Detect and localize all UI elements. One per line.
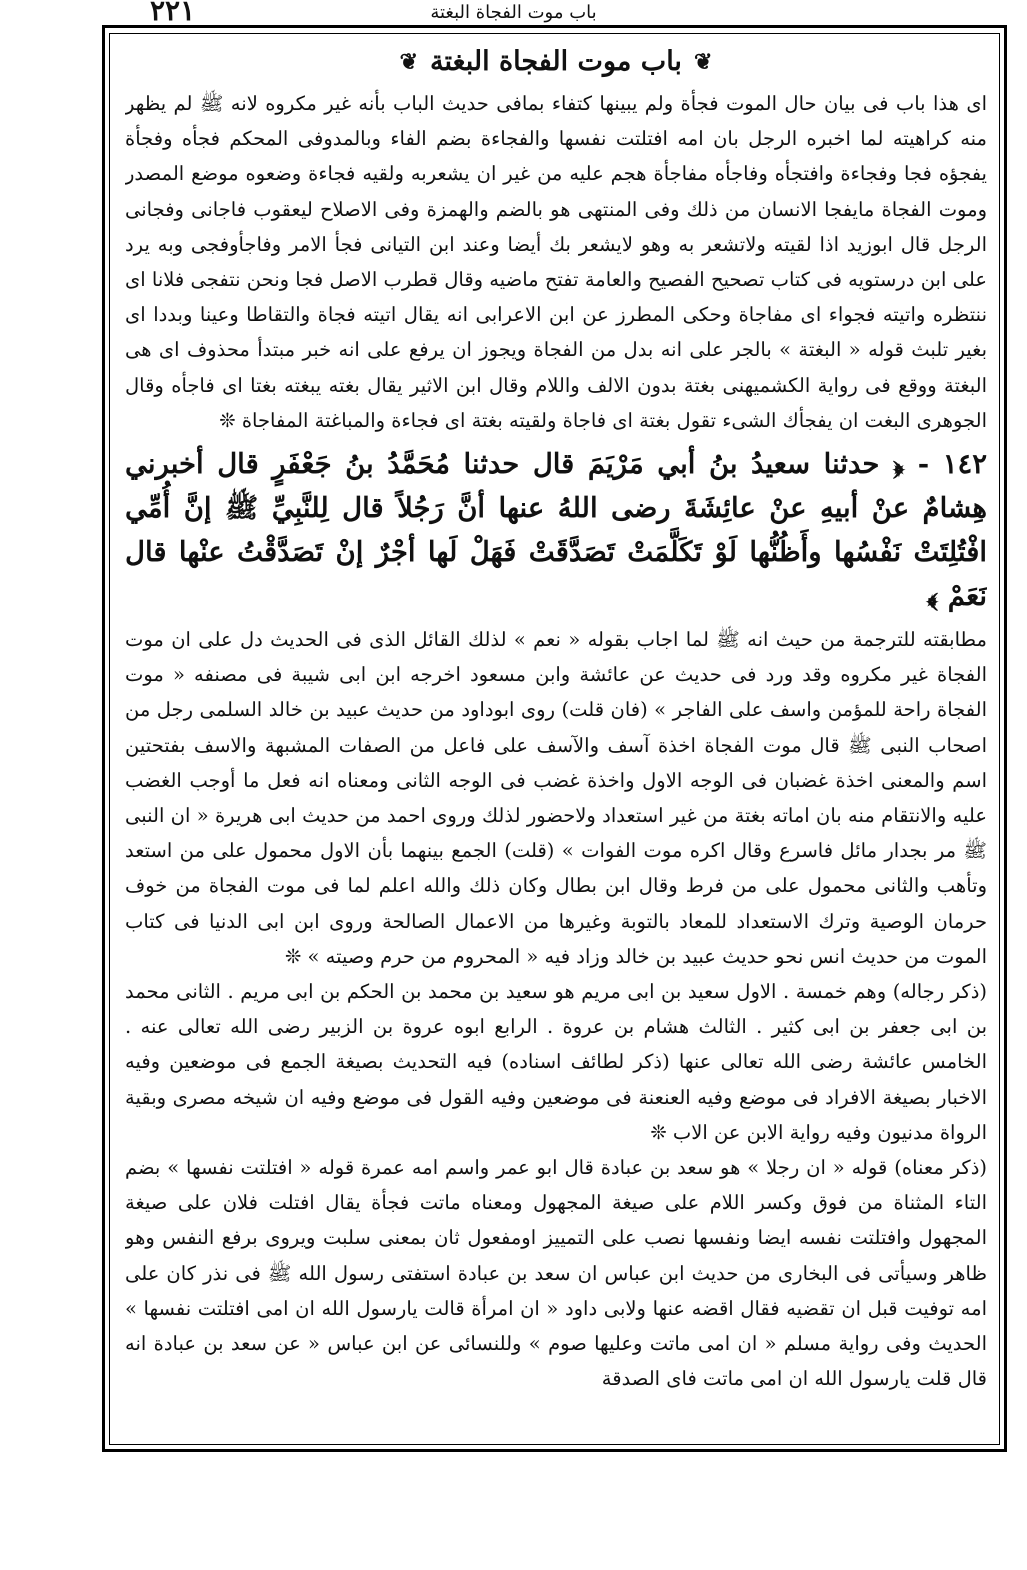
page-content bbox=[125, 38, 987, 1438]
page-number: ٢٢١ bbox=[150, 0, 196, 27]
narrators-paragraph: (ذكر رجاله) وهم خمسة . الاول سعيد بن ابى مريم هو سعيد بن محمد بن الحكم بن ابى مريم . الثانى محمد بن ابى جعفر بن ابى كثير . الثالث هشام بن عروة . الرابع ابوه عروة بن الزبير رضى الله تعالى عنه . الخامس عائشة رضى الله تعالى عنها (ذكر لطائف اسناده) فيه التحديث بصيغة الجمع فى موضعين وفيه الاخبار بصيغة الافراد فى موضع وفيه العنعنة فى موضعين وفيه القول فى موضع وفيه ان شيخه مصرى وبقية الرواة مدنيون وفيه رواية الابن عن الاب ❊ bbox=[125, 980, 987, 1144]
commentary-paragraph: مطابقته للترجمة من حيث انه ﷺ لما اجاب بقوله « نعم » لذلك القائل الذى فى الحديث دل على ان موت الفجاة غير مكروه وقد ورد فى حديث عن عائشة وابن مسعود اخرجه ابن ابى شيبة فى مصنفه « موت الفجاة راحة للمؤمن واسف على الفاجر » (فان قلت) روى ابوداود من حديث عبيد بن خالد السلمى رجل من اصحاب النبى ﷺ قال موت الفجاة اخذة آسف والآسف على فاعل من الصفات المشبهة والاسف بفتحتين اسم والمعنى اخذة غضبان فى الوجه الاول واخذة غضب فى الوجه الثانى ومعناه انه فعل ما أوجب الغضب عليه والانتقام منه بان اماته بغتة من غير استعداد ولاحضور لذلك وروى احمد من حديث ابى هريرة « ان النبى ﷺ مر بجدار مائل فاسرع وقال اكره موت الفوات » (قلت) الجمع بينهما بأن الاول محمول على من استعد وتأهب والثانى محمول على من فرط وقال ابن بطال وكان ذلك والله اعلم لما فى موت الفجاة من خوف حرمان الوصية وترك الاستعداد للمعاد بالتوبة وغيرها من الاعمال الصالحة وروى ابن ابى الدنيا فى كتاب الموت من حديث انس نحو حديث عبيد بن خالد وزاد فيه « المحروم من حرم وصيته » ❊ bbox=[125, 628, 987, 968]
chapter-title: باب موت الفجاة البغتة bbox=[430, 46, 682, 77]
chapter-heading bbox=[125, 38, 987, 86]
ornament-right-icon: ❦ bbox=[693, 49, 713, 75]
hadith-text: ﴿ حدثنا سعيدُ بنُ أبي مَرْيَمَ قال حدثنا مُحَمَّدُ بنُ جَعْفَرٍ قال أخبرني هِشامٌ عنْ أبيهِ عنْ عائِشَةَ رضى اللهُ عنها أنَّ رَجُلاً قال لِلنَّبِيِّ ﷺ إنَّ أُمِّي افْتُلِتَتْ نَفْسُها وأَظُنُّها لَوْ تَكَلَّمَتْ تَصَدَّقَتْ فَهَلْ لَها أجْرٌ إنْ تَصَدَّقْتُ عنْها قال نَعَمْ ﴾ bbox=[125, 448, 987, 613]
hadith-block: ١٤٢ - ﴿ حدثنا سعيدُ بنُ أبي مَرْيَمَ قال حدثنا مُحَمَّدُ بنُ جَعْفَرٍ قال أخبرني هِشامٌ عنْ أبيهِ عنْ عائِشَةَ رضى اللهُ عنها أنَّ رَجُلاً قال لِلنَّبِيِّ ﷺ إنَّ أُمِّي افْتُلِتَتْ نَفْسُها وأَظُنُّها لَوْ تَكَلَّمَتْ تَصَدَّقَتْ فَهَلْ لَها أجْرٌ إنْ تَصَدَّقْتُ عنْها قال نَعَمْ ﴾ bbox=[125, 448, 987, 613]
hadith-number: ١٤٢ bbox=[942, 448, 987, 481]
intro-paragraph: اى هذا باب فى بيان حال الموت فجأة ولم يبينها كتفاء بمافى حديث الباب بأنه غير مكروه لانه ﷺ لم يظهر منه كراهيته لما اخبره الرجل بان امه افتلتت نفسها والفجاءة بضم الفاء وبالمدوفى المحكم فجأه وفجأة يفجؤه فجا وفجاءة وافتجأه وفاجأه مفاجأة هجم عليه من غير ان يشعربه ولقيه فجاءة وضعوه موضع المصدر وموت الفجاة مايفجا الانسان من ذلك وفى المنتهى هو بالضم والهمزة وفى الاصلاح ليعقوب فاجانى وفجانى الرجل قال ابوزيد اذا لقيته ولاتشعر به وهو لايشعر بك أيضا وعند ابن التيانى فجأ الامر وفاجأوفجى وبه يرد على ابن درستويه فى كتاب تصحيح الفصيح والعامة تفتح ماضيه وقال قطرب الاصل فجا ونحن نتفجى فلانا اى ننتظره واتيته فجواء اى مفاجاة وحكى المطرز عن ابن الاعرابى انه يقال اتيته فجاة والتقاطا وعينا وبددا اى بغير تلبث قوله « البغتة » بالجر على انه بدل من الفجاة ويجوز ان يرفع على انه خبر مبتدأ محذوف اى هى البغتة ووقع فى رواية الكشميهنى بغتة بدون الالف واللام وقال ابن الاثير يقال بغته يبغته بغتا اى فاجأه وقال الجوهرى البغت ان يفجأك الشىء تقول بغتة اى فاجاة ولقيته بغتة اى فجاءة والمباغتة المفاجاة ❊ bbox=[125, 92, 987, 432]
meaning-paragraph: (ذكر معناه) قوله « ان رجلا » هو سعد بن عبادة قال ابو عمر واسم امه عمرة قوله « افتلتت نفسها » بضم التاء المثناة من فوق وكسر اللام على صيغة المجهول ومعناه ماتت فجأة يقال افتلت فلان على صيغة المجهول وافتلتت نفسه ايضا ونفسها نصب على التمييز اومفعول ثان بمعنى سلبت ويروى برفع النفس وهو ظاهر وسيأتى فى البخارى من حديث ابن عباس ان سعد بن عبادة استفتى رسول الله ﷺ فى نذر كان على امه توفيت قبل ان تقضيه فقال اقضه عنها ولابى داود « ان امرأة قالت يارسول الله ان امى افتلتت نفسها » الحديث وفى رواية مسلم « ان امى ماتت وعليها صوم » وللنسائى عن ابن عباس « عن سعد بن عبادة انه قال قلت يارسول الله ان امى ماتت فاى الصدقة bbox=[125, 1156, 987, 1391]
ornament-left-icon: ❦ bbox=[399, 49, 419, 75]
running-title: باب موت الفجاة البغتة bbox=[430, 2, 597, 23]
